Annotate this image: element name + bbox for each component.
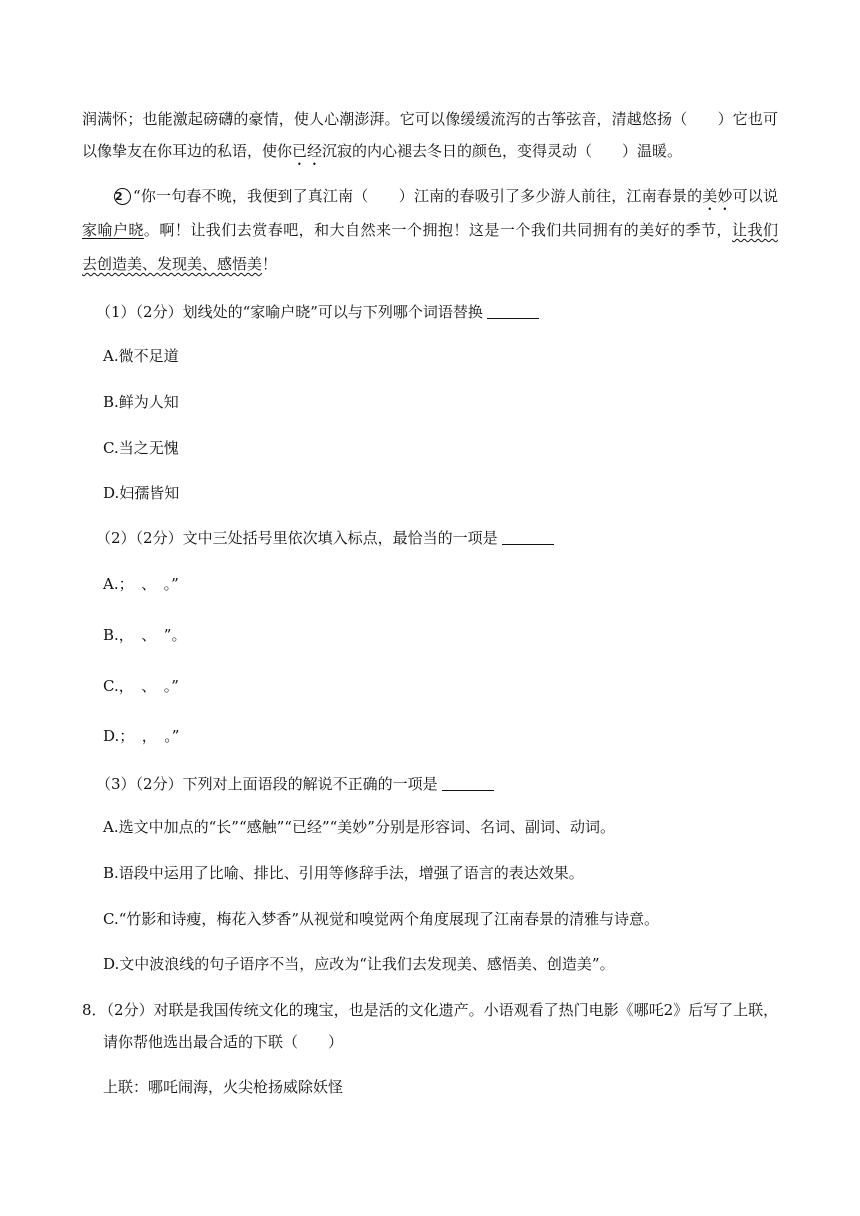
wavy-sentence-end: 去创造美、发现美、感悟美: [82, 255, 263, 273]
q2-option-a: A.； 、 。”: [103, 575, 179, 593]
passage-line-4: 家喻户晓。啊！让我们去赏春吧，和大自然来一个拥抱！这是一个我们共同拥有的美好的季节，让我们: [82, 221, 778, 239]
question-8-line-2: 请你帮他选出最合适的下联（ ）: [103, 1033, 344, 1051]
passage-line-5: 去创造美、发现美、感悟美！: [82, 255, 278, 273]
circled-number-2: 2: [114, 188, 131, 205]
question-8-line-1: 8．（2分）对联是我国传统文化的瑰宝，也是活的文化遗产。小语观看了热门电影《哪吒2》后写了上联，: [82, 1001, 779, 1019]
q3-option-d: D.文中波浪线的句子语序不当，应改为“让我们去发现美、感悟美、创造美”。: [103, 955, 615, 973]
q1-option-c: C.当之无愧: [103, 439, 179, 457]
passage-line-2: 以像挚友在你耳边的私语，使你已经沉寂的内心褪去冬日的颜色，变得灵动（ ）温暖。: [82, 142, 683, 160]
answer-blank-1: [487, 304, 539, 319]
passage-line-1: 润满怀；也能激起磅礴的豪情，使人心潮澎湃。它可以像缓缓流泻的古筝弦音，清越悠扬（ ）它也可: [82, 110, 778, 128]
underlined-word-jiayuhuxiao: 家喻户晓: [82, 221, 144, 239]
question-3-stem: （3）（2分）下列对上面语段的解说不正确的一项是: [96, 774, 494, 794]
q3-option-a: A.选文中加点的“长”“感触”“已经”“美妙”分别是形容词、名词、副词、动词。: [103, 818, 615, 836]
q3-option-b: B.语段中运用了比喻、排比、引用等修辞手法，增强了语言的表达效果。: [103, 864, 584, 882]
q2-option-d: D.； ， 。”: [103, 727, 180, 745]
answer-blank-2: [502, 530, 554, 545]
wavy-sentence-start: 让我们: [732, 221, 778, 239]
q1-option-a: A.微不足道: [103, 347, 179, 365]
dotted-word-meimiao: 美妙: [702, 187, 733, 205]
answer-blank-3: [442, 776, 494, 791]
question-1-stem: （1）（2分）划线处的“家喻户晓”可以与下列哪个词语替换: [96, 302, 539, 322]
q1-option-d: D.妇孺皆知: [103, 484, 180, 502]
question-2-stem: （2）（2分）文中三处括号里依次填入标点，最恰当的一项是: [96, 528, 554, 548]
q2-option-b: B.， 、 ”。: [103, 626, 187, 644]
q3-option-c: C.“竹影和诗瘦，梅花入梦香”从视觉和嗅觉两个角度展现了江南春景的清雅与诗意。: [103, 910, 660, 928]
q2-option-c: C.， 、 。”: [103, 677, 179, 695]
couplet-upper-line: 上联：哪吒闹海，火尖枪扬威除妖怪: [103, 1078, 344, 1096]
q1-option-b: B.鲜为人知: [103, 393, 179, 411]
passage-line-3: 2 “你一句春不晚，我便到了真江南（ ）江南的春吸引了多少游人前往，江南春景的美妙可以说: [115, 187, 778, 205]
dotted-word-yijing: 已经: [292, 142, 323, 160]
